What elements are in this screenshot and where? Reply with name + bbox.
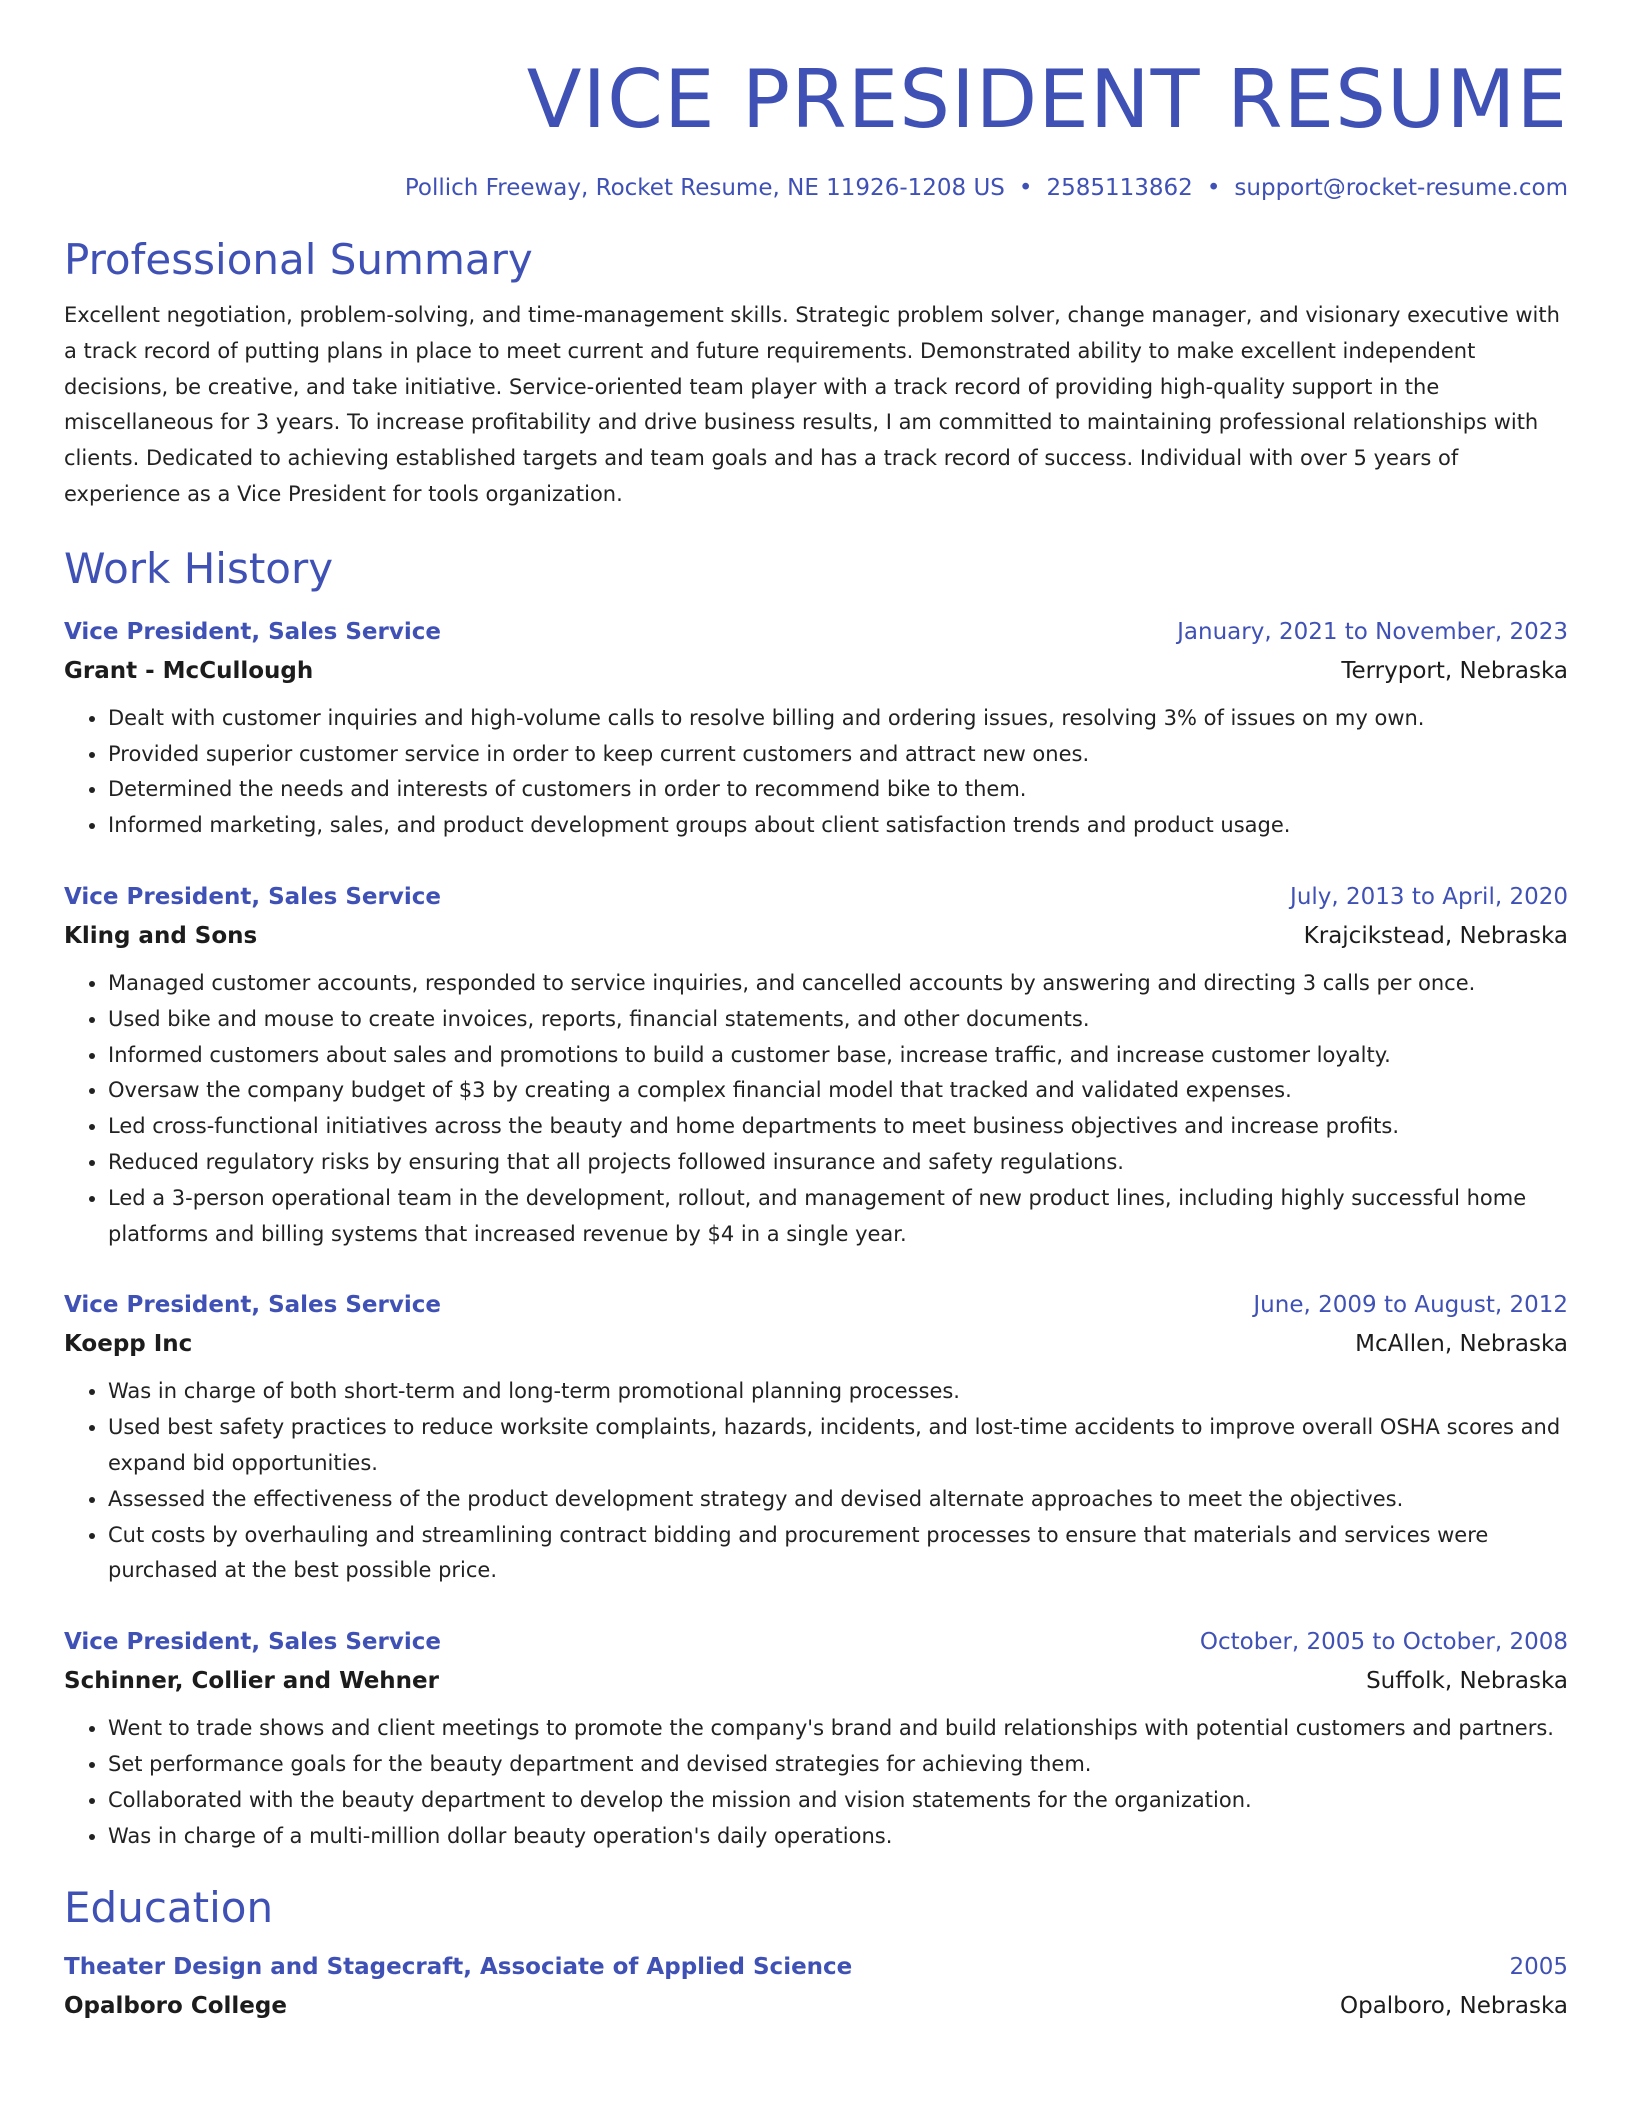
education-school: Opalboro College [64, 1993, 287, 2020]
job-bullet: • Led a 3-person operational team in the development, rollout, and management of new product lines, including highly successful home platforms and billing systems that increased revenue by $4 in a single year. [108, 1181, 1568, 1253]
job-bullet: • Informed marketing, sales, and product development groups about client satisfaction trends and product usage. [108, 808, 1568, 844]
job-entry [64, 1286, 1568, 1589]
job-title: Vice President, Sales Service [64, 618, 441, 645]
job-company: Schinner, Collier and Wehner [64, 1668, 439, 1695]
job-bullets [64, 1711, 1568, 1854]
job-bullets [64, 966, 1568, 1252]
job-company: Grant - McCullough [64, 657, 314, 684]
contact-line [64, 172, 1568, 204]
job-entry [64, 613, 1568, 844]
summary-heading: Professional Summary [64, 235, 533, 284]
job-company-row [64, 916, 1568, 956]
job-company-row [64, 1324, 1568, 1364]
job-dates: June, 2009 to August, 2012 [1253, 1292, 1568, 1319]
job-dates: January, 2021 to November, 2023 [1177, 618, 1568, 645]
job-title: Vice President, Sales Service [64, 1629, 441, 1656]
job-bullet: • Reduced regulatory risks by ensuring that all projects followed insurance and safety regulations. [108, 1145, 1568, 1181]
job-bullet: • Informed customers about sales and promotions to build a customer base, increase traffic, and increase customer loyalty. [108, 1038, 1568, 1074]
job-bullet: • Oversaw the company budget of $3 by creating a complex financial model that tracked and validated expenses. [108, 1073, 1568, 1109]
education-header-row [64, 1948, 1568, 1986]
job-bullet: • Managed customer accounts, responded to service inquiries, and cancelled accounts by answering and directing 3 calls per once. [108, 966, 1568, 1002]
job-company-row [64, 651, 1568, 691]
job-header-row [64, 1623, 1568, 1661]
resume-header [64, 0, 1568, 204]
job-title: Vice President, Sales Service [64, 1292, 441, 1319]
contact-separator: • [1206, 175, 1221, 201]
job-bullet: • Determined the needs and interests of customers in order to recommend bike to them. [108, 772, 1568, 808]
job-bullet: • Cut costs by overhauling and streamlining contract bidding and procurement processes to ensure that materials and services were purchased at the best possible price. [108, 1518, 1568, 1590]
job-bullet: • Used bike and mouse to create invoices, reports, financial statements, and other documents. [108, 1002, 1568, 1038]
job-dates: July, 2013 to April, 2020 [1290, 883, 1568, 910]
education-degree: Theater Design and Stagecraft, Associate of Applied Science [64, 1954, 853, 1981]
education-heading: Education [64, 1883, 274, 1933]
job-bullet: • Assessed the effectiveness of the product development strategy and devised alternate approaches to meet the objectives. [108, 1482, 1568, 1518]
job-bullet: • Set performance goals for the beauty department and devised strategies for achieving them. [108, 1747, 1568, 1783]
job-bullet: • Went to trade shows and client meetings to promote the company's brand and build relationships with potential customers and partners. [108, 1711, 1568, 1747]
job-bullet: • Was in charge of a multi-million dollar beauty operation's daily operations. [108, 1819, 1568, 1855]
education-year: 2005 [1509, 1954, 1568, 1981]
job-header-row [64, 1286, 1568, 1324]
job-header-row [64, 878, 1568, 916]
job-bullet: • Was in charge of both short-term and long-term promotional planning processes. [108, 1374, 1568, 1410]
education-location: Opalboro, Nebraska [1339, 1993, 1568, 2020]
job-location: Krajcikstead, Nebraska [1303, 922, 1568, 949]
contact-address: Pollich Freeway, Rocket Resume, NE 11926-1208 US [404, 175, 1005, 201]
contact-email: support@rocket-resume.com [1234, 175, 1568, 201]
job-location: Suffolk, Nebraska [1366, 1668, 1568, 1695]
education-entry [64, 1948, 1568, 2026]
contact-phone: 2585113862 [1046, 175, 1193, 201]
job-title: Vice President, Sales Service [64, 883, 441, 910]
job-bullet: • Provided superior customer service in order to keep current customers and attract new ones. [108, 737, 1568, 773]
job-entry [64, 878, 1568, 1252]
job-location: Terryport, Nebraska [1341, 657, 1568, 684]
job-bullets [64, 701, 1568, 844]
job-company-row [64, 1661, 1568, 1701]
job-bullet: • Collaborated with the beauty department to develop the mission and vision statements for the organization. [108, 1783, 1568, 1819]
work-history-heading: Work History [64, 543, 334, 593]
job-bullet: • Used best safety practices to reduce worksite complaints, hazards, incidents, and lost-time accidents to improve overall OSHA scores and expand bid opportunities. [108, 1410, 1568, 1482]
contact-separator: • [1018, 175, 1033, 201]
education-school-row [64, 1986, 1568, 2026]
job-entry [64, 1623, 1568, 1854]
job-header-row [64, 613, 1568, 651]
job-bullet: • Led cross-functional initiatives across the beauty and home departments to meet business objectives and increase profits. [108, 1109, 1568, 1145]
job-bullets [64, 1374, 1568, 1589]
summary-text: Excellent negotiation, problem-solving, and time-management skills. Strategic problem solver, change manager, and visionary executive with a track record of putting plans in place to meet current and future requirements. Demonstrated ability to make excellent independent decisions, be creative, and take initiative. Service-oriented team player with a track record of providing high-quality support in the miscellaneous for 3 years. To increase profitability and drive business results, I am committed to maintaining professional relationships with clients. Dedicated to achieving established targets and team goals and has a track record of success. Individual with over 5 years of experience as a Vice President for tools organization. [64, 303, 1560, 506]
job-dates: October, 2005 to October, 2008 [1199, 1629, 1568, 1656]
job-company: Kling and Sons [64, 922, 258, 949]
resume-name: VICE PRESIDENT RESUME [526, 53, 1568, 146]
job-company: Koepp Inc [64, 1331, 193, 1358]
job-location: McAllen, Nebraska [1355, 1331, 1568, 1358]
job-bullet: • Dealt with customer inquiries and high-volume calls to resolve billing and ordering issues, resolving 3% of issues on my own. [108, 701, 1568, 737]
